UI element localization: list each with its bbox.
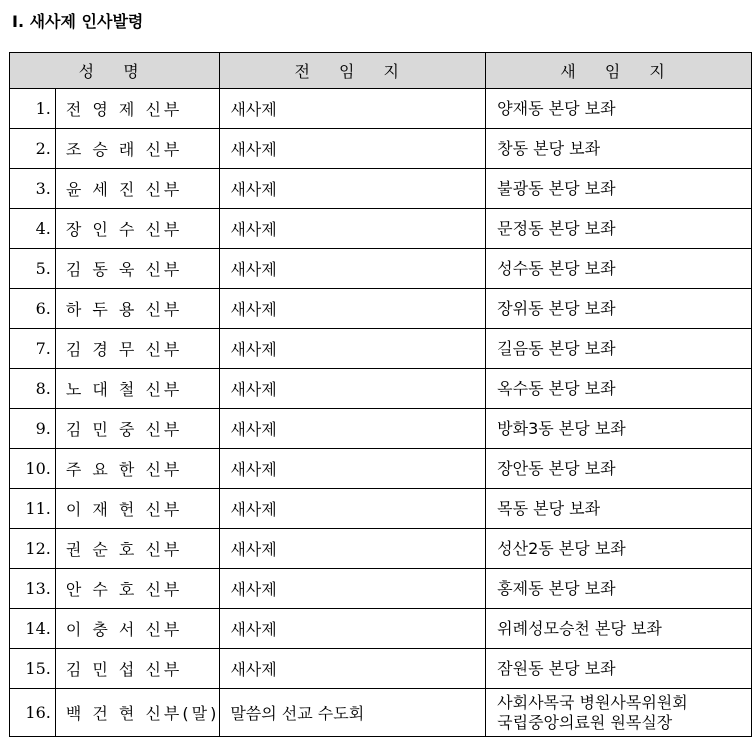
- new-post-line: 장안동 본당 보좌: [497, 458, 616, 478]
- priest-name: 백 건 현 신부(말): [55, 689, 219, 737]
- row-number: 15.: [10, 649, 56, 689]
- table-body: [10, 89, 752, 737]
- table-row: [10, 649, 752, 689]
- new-post: [486, 249, 752, 289]
- table-row: [10, 409, 752, 449]
- priest-name: 김 경 무 신부: [55, 329, 219, 369]
- table-row: [10, 289, 752, 329]
- new-post-line: 옥수동 본당 보좌: [497, 378, 616, 398]
- new-post: [486, 449, 752, 489]
- priest-name: 장 인 수 신부: [55, 209, 219, 249]
- table-row: [10, 689, 752, 737]
- row-number: 8.: [10, 369, 56, 409]
- new-post: [486, 289, 752, 329]
- priest-name: 김 민 섭 신부: [55, 649, 219, 689]
- row-number: 13.: [10, 569, 56, 609]
- table-row: [10, 369, 752, 409]
- row-number: 14.: [10, 609, 56, 649]
- previous-post: 새사제: [220, 209, 486, 249]
- new-post-line: 홍제동 본당 보좌: [497, 578, 616, 598]
- new-post-line: 위례성모승천 본당 보좌: [497, 618, 662, 638]
- new-post: [486, 209, 752, 249]
- new-post-line: 국립중앙의료원 원목실장: [497, 712, 673, 732]
- new-post: [486, 489, 752, 529]
- row-number: 12.: [10, 529, 56, 569]
- previous-post: 새사제: [220, 449, 486, 489]
- table-row: [10, 569, 752, 609]
- page-heading: Ⅰ. 새사제 인사발령: [12, 12, 144, 31]
- previous-post: 새사제: [220, 289, 486, 329]
- row-number: 11.: [10, 489, 56, 529]
- new-post-line: 길음동 본당 보좌: [497, 338, 616, 358]
- table-row: [10, 529, 752, 569]
- previous-post: 새사제: [220, 129, 486, 169]
- row-number: 4.: [10, 209, 56, 249]
- new-post: [486, 89, 752, 129]
- table-row: [10, 89, 752, 129]
- new-post-line: 잠원동 본당 보좌: [497, 658, 616, 678]
- priest-name: 조 승 래 신부: [55, 129, 219, 169]
- column-header-name: 성 명: [10, 53, 220, 89]
- column-header-previous-post: 전 임 지: [220, 53, 486, 89]
- table-row: [10, 129, 752, 169]
- table-row: [10, 609, 752, 649]
- appointment-table: [9, 52, 752, 737]
- table-row: [10, 249, 752, 289]
- new-post-line: 장위동 본당 보좌: [497, 298, 616, 318]
- row-number: 16.: [10, 689, 56, 737]
- table-header-row: [10, 53, 752, 89]
- new-post-line: 성수동 본당 보좌: [497, 258, 616, 278]
- table-row: [10, 169, 752, 209]
- previous-post: 말씀의 선교 수도회: [220, 689, 486, 737]
- priest-name: 주 요 한 신부: [55, 449, 219, 489]
- row-number: 2.: [10, 129, 56, 169]
- previous-post: 새사제: [220, 169, 486, 209]
- new-post-line: 창동 본당 보좌: [497, 138, 601, 158]
- priest-name: 김 동 욱 신부: [55, 249, 219, 289]
- row-number: 1.: [10, 89, 56, 129]
- row-number: 9.: [10, 409, 56, 449]
- new-post-line: 사회사목국 병원사목위원회: [497, 692, 688, 712]
- previous-post: 새사제: [220, 569, 486, 609]
- priest-name: 노 대 철 신부: [55, 369, 219, 409]
- new-post: [486, 649, 752, 689]
- previous-post: 새사제: [220, 609, 486, 649]
- table-row: [10, 329, 752, 369]
- priest-name: 안 수 호 신부: [55, 569, 219, 609]
- new-post-line: 성산2동 본당 보좌: [497, 538, 626, 558]
- priest-name: 김 민 중 신부: [55, 409, 219, 449]
- table-row: [10, 209, 752, 249]
- priest-name: 권 순 호 신부: [55, 529, 219, 569]
- previous-post: 새사제: [220, 249, 486, 289]
- priest-name: 윤 세 진 신부: [55, 169, 219, 209]
- row-number: 5.: [10, 249, 56, 289]
- new-post: [486, 609, 752, 649]
- column-header-new-post: 새 임 지: [486, 53, 752, 89]
- previous-post: 새사제: [220, 329, 486, 369]
- previous-post: 새사제: [220, 89, 486, 129]
- new-post: [486, 129, 752, 169]
- row-number: 6.: [10, 289, 56, 329]
- new-post-line: 방화3동 본당 보좌: [497, 418, 626, 438]
- new-post: [486, 409, 752, 449]
- row-number: 10.: [10, 449, 56, 489]
- new-post-line: 양재동 본당 보좌: [497, 98, 616, 118]
- new-post: [486, 329, 752, 369]
- table-row: [10, 489, 752, 529]
- row-number: 7.: [10, 329, 56, 369]
- priest-name: 이 재 헌 신부: [55, 489, 219, 529]
- previous-post: 새사제: [220, 369, 486, 409]
- previous-post: 새사제: [220, 409, 486, 449]
- previous-post: 새사제: [220, 649, 486, 689]
- new-post: [486, 569, 752, 609]
- new-post: [486, 689, 752, 737]
- row-number: 3.: [10, 169, 56, 209]
- new-post: [486, 169, 752, 209]
- new-post: [486, 529, 752, 569]
- table-row: [10, 449, 752, 489]
- previous-post: 새사제: [220, 489, 486, 529]
- new-post: [486, 369, 752, 409]
- priest-name: 전 영 제 신부: [55, 89, 219, 129]
- priest-name: 하 두 용 신부: [55, 289, 219, 329]
- previous-post: 새사제: [220, 529, 486, 569]
- priest-name: 이 충 서 신부: [55, 609, 219, 649]
- new-post-line: 목동 본당 보좌: [497, 498, 601, 518]
- new-post-line: 불광동 본당 보좌: [497, 178, 616, 198]
- new-post-line: 문정동 본당 보좌: [497, 218, 616, 238]
